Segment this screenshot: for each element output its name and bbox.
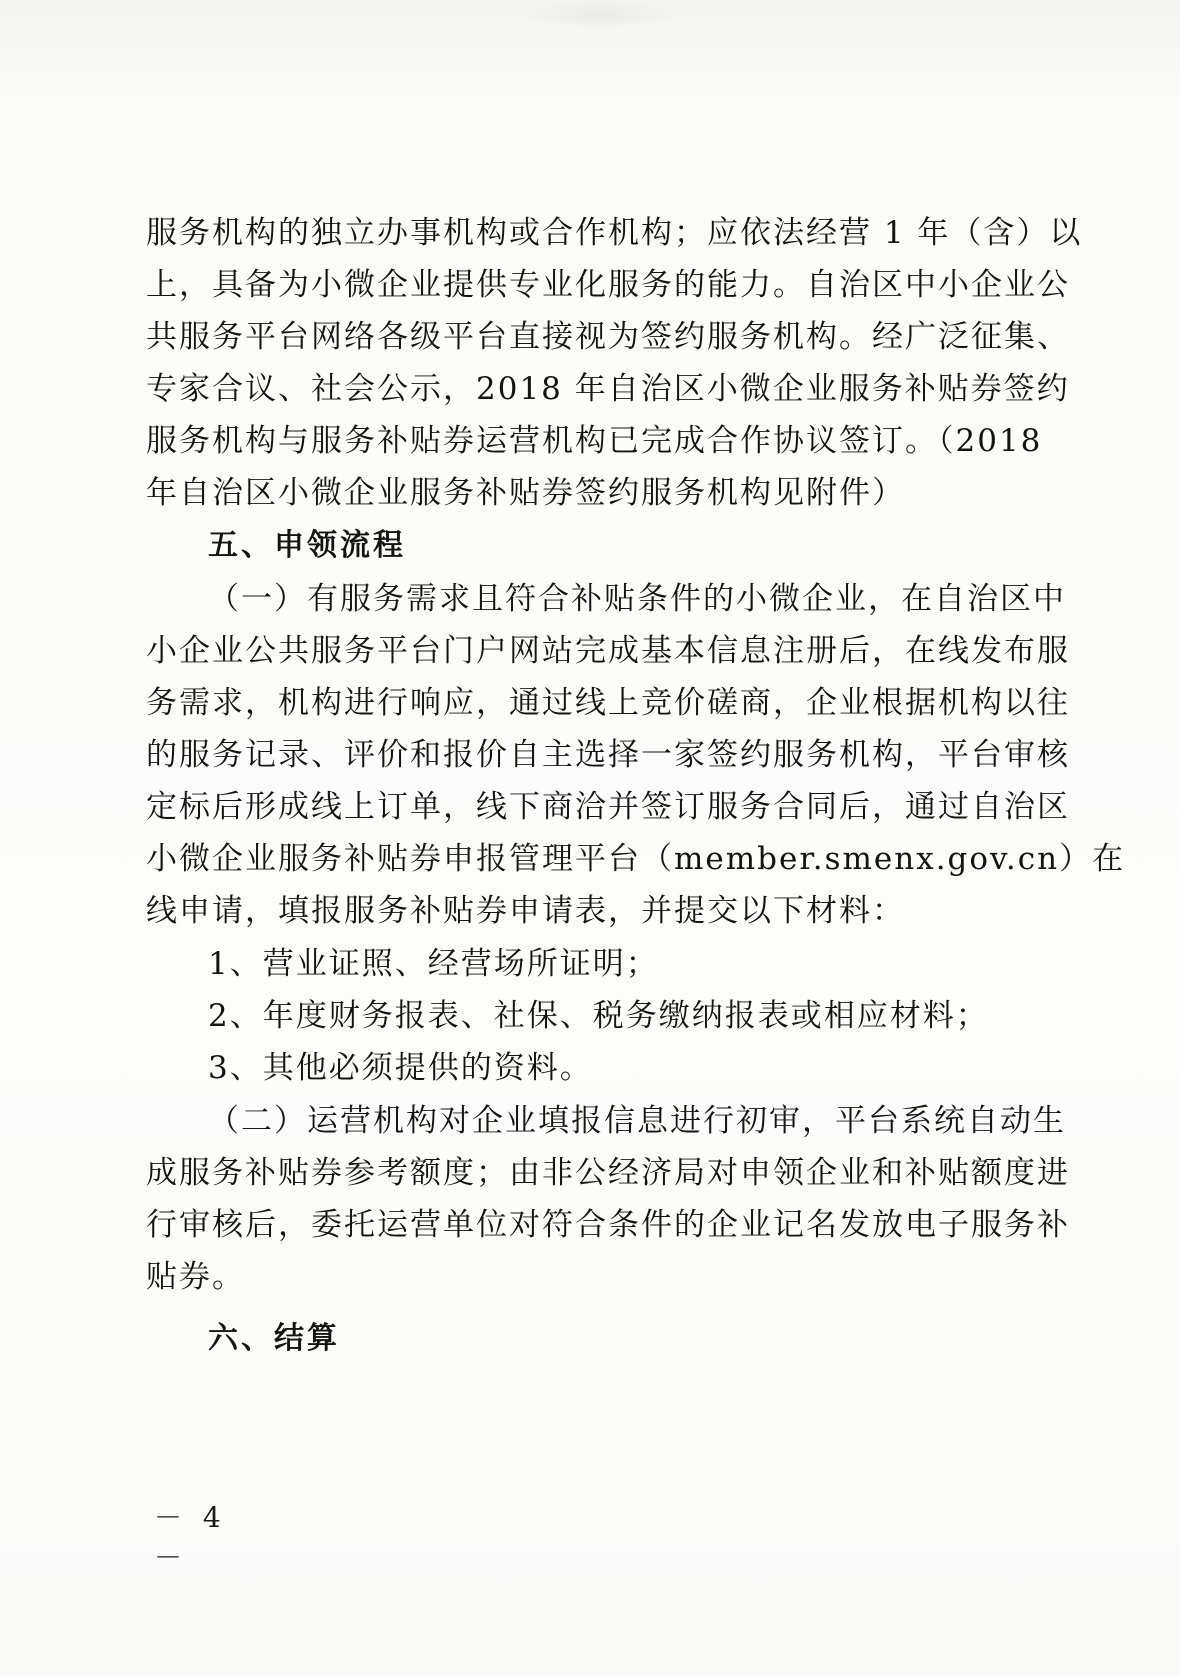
body-line: 成服务补贴券参考额度；由非公经济局对申领企业和补贴额度进 (146, 1155, 1070, 1191)
body-line: 务需求，机构进行响应，通过线上竞价磋商，企业根据机构以往 (146, 685, 1070, 721)
body-line: 线申请，填报服务补贴券申请表，并提交以下材料： (146, 893, 905, 929)
section-heading-settlement: 六、结算 (208, 1321, 340, 1356)
body-line: 的服务记录、评价和报价自主选择一家签约服务机构，平台审核 (146, 737, 1070, 773)
section-heading-application-process: 五、申领流程 (208, 528, 406, 563)
body-line: 服务机构与服务补贴券运营机构已完成合作协议签订。（2018 (146, 423, 1043, 459)
page-number: － 4 － (154, 1501, 227, 1574)
body-line: 贴券。 (146, 1259, 245, 1295)
body-line: （一）有服务需求且符合补贴条件的小微企业，在自治区中 (208, 581, 1066, 617)
body-line: 小微企业服务补贴券申报管理平台（member.smenx.gov.cn）在 (146, 841, 1126, 877)
body-line: 小企业公共服务平台门户网站完成基本信息注册后，在线发布服 (146, 633, 1070, 669)
list-item: 1、营业证照、经营场所证明； (208, 946, 659, 982)
body-line: 专家合议、社会公示，2018 年自治区小微企业服务补贴券签约 (146, 371, 1070, 407)
list-item: 3、其他必须提供的资料。 (208, 1050, 593, 1086)
body-line: 上，具备为小微企业提供专业化服务的能力。自治区中小企业公 (146, 267, 1070, 303)
body-line: 共服务平台网络各级平台直接视为签约服务机构。经广泛征集、 (146, 319, 1070, 355)
body-line: 行审核后，委托运营单位对符合条件的企业记名发放电子服务补 (146, 1207, 1070, 1243)
body-line: 服务机构的独立办事机构或合作机构；应依法经营 1 年（含）以 (146, 215, 1083, 251)
body-line: 定标后形成线上订单，线下商洽并签订服务合同后，通过自治区 (146, 789, 1070, 825)
scan-mark (520, 0, 680, 28)
body-line: 年自治区小微企业服务补贴券签约服务机构见附件） (146, 475, 905, 511)
list-item: 2、年度财务报表、社保、税务缴纳报表或相应材料； (208, 998, 989, 1034)
body-line: （二）运营机构对企业填报信息进行初审，平台系统自动生 (208, 1103, 1066, 1139)
